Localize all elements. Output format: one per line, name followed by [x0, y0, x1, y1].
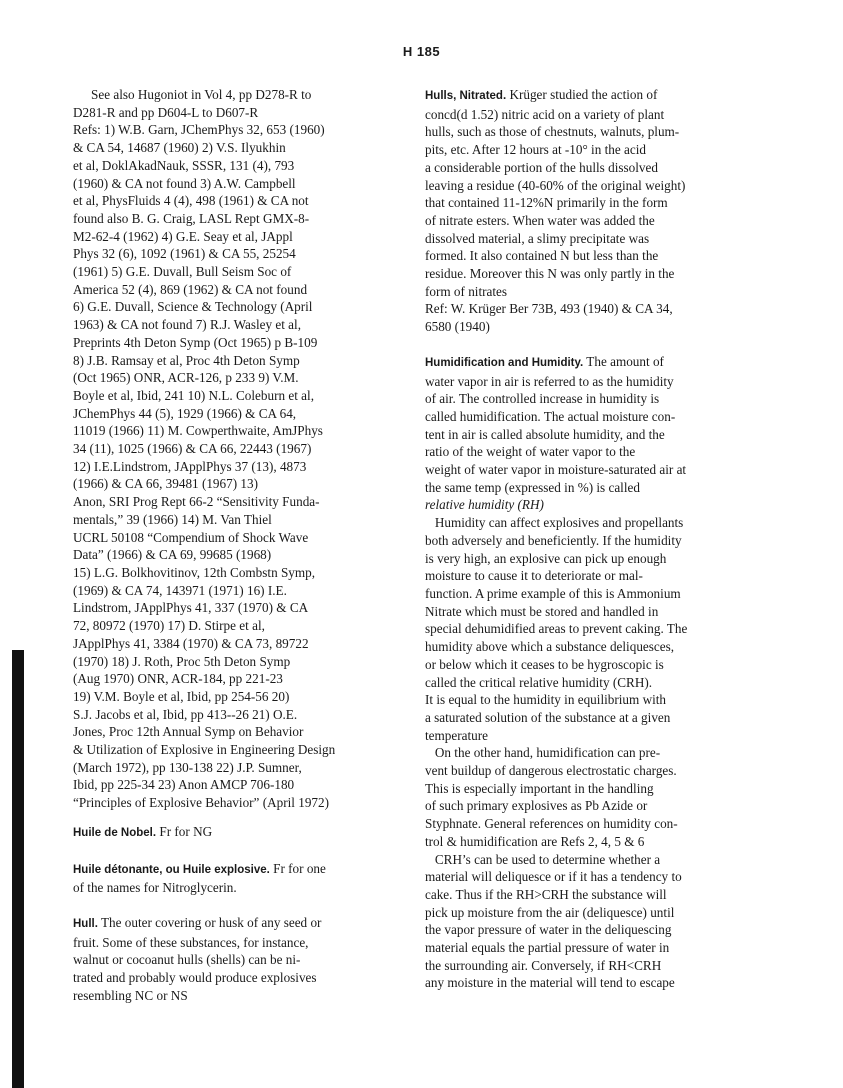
entry-text: Fr for one: [269, 860, 326, 876]
entry-text: a considerable portion of the hulls dissolved: [425, 159, 658, 175]
ref-line: 72, 80972 (1970) 17) D. Stirpe et al,: [73, 618, 265, 634]
ref-line: (1966) & CA 66, 39481 (1967) 13): [73, 476, 258, 492]
ref-line: 1963) & CA not found 7) R.J. Wasley et al,: [73, 317, 301, 333]
ref-line: Phys 32 (6), 1092 (1961) & CA 55, 25254: [73, 246, 296, 262]
entry-text: formed. It also contained N but less than the: [425, 248, 659, 264]
ref-line: Data” (1966) & CA 69, 99685 (1968): [73, 547, 272, 563]
entry-text: Styphnate. General references on humidity con-: [425, 816, 678, 832]
entry-text: resembling NC or NS: [73, 987, 188, 1003]
ref-line: 11019 (1966) 11) M. Cowperthwaite, AmJPhys: [73, 423, 323, 439]
ref-line: “Principles of Explosive Behavior” (April 1972): [73, 795, 329, 811]
entry-text: Fr for NG: [159, 823, 213, 839]
entry-text: relative humidity (RH): [425, 497, 544, 513]
entry-text: The outer covering or husk of any seed or: [97, 914, 322, 930]
entry-text: material equals the partial pressure of water in: [425, 940, 670, 956]
entry-text: or below which it ceases to be hygroscopic is: [425, 656, 664, 672]
ref-line: Preprints 4th Deton Symp (Oct 1965) p B-109: [73, 334, 318, 350]
entry-text: called the critical relative humidity (CRH).: [425, 674, 653, 690]
entry-text: Krüger studied the action of: [506, 87, 658, 102]
ref-line: M2-62-4 (1962) 4) G.E. Seay et al, JAppl: [73, 228, 293, 244]
entry-heading: Hull.: [73, 917, 98, 930]
ref-line: JChemPhys 44 (5), 1929 (1966) & CA 64,: [73, 405, 297, 421]
ref-line: Lindstrom, JApplPhys 41, 337 (1970) & CA: [73, 600, 309, 616]
ref-line: (1969) & CA 74, 143971 (1971) 16) I.E.: [73, 582, 287, 598]
ref-line: & CA 54, 14687 (1960) 2) V.S. Ilyukhin: [73, 140, 286, 156]
entry-hull: [73, 914, 395, 1005]
entry-text: trol & humidification are Refs 2, 4, 5 & 6: [425, 833, 645, 849]
entry-text: any moisture in the material will tend to escape: [425, 975, 675, 991]
ref-line: & Utilization of Explosive in Engineering Design: [73, 742, 336, 758]
ref-line: 19) V.M. Boyle et al, Ibid, pp 254-56 20): [73, 688, 290, 704]
entry-text: material will deliquesce or if it has a tendency to: [425, 869, 682, 885]
entry-text: walnut or cocoanut hulls (shells) can be ni-: [73, 952, 301, 968]
entry-text: the vapor pressure of water in the deliquescing: [425, 922, 672, 938]
ref-line: mentals,” 39 (1966) 14) M. Van Thiel: [73, 511, 272, 527]
ref-line: Refs: 1) W.B. Garn, JChemPhys 32, 653 (1960): [73, 122, 325, 138]
entry-text: trated and probably would produce explosives: [73, 970, 317, 986]
ref-line: Ibid, pp 225-34 23) Anon AMCP 706-180: [73, 777, 295, 793]
ref-line: (Aug 1970) ONR, ACR-184, pp 221-23: [73, 671, 283, 687]
entry-text: On the other hand, humidification can pre-: [425, 745, 661, 761]
ref-line: 12) I.E.Lindstrom, JApplPhys 37 (13), 4873: [73, 458, 307, 474]
scan-edge-bar: [12, 650, 24, 1088]
entry-text: function. A prime example of this is Ammonium: [425, 585, 681, 601]
ref-line: found also B. G. Craig, LASL Rept GMX-8-: [73, 210, 310, 226]
entry-text: the same temp (expressed in %) is called: [425, 479, 640, 495]
ref-line: JApplPhys 41, 3384 (1970) & CA 73, 89722: [73, 635, 309, 651]
ref-line: (1970) 18) J. Roth, Proc 5th Deton Symp: [73, 653, 291, 669]
entry-text: vent buildup of dangerous electrostatic charges.: [425, 763, 677, 779]
entry-text: ratio of the weight of water vapor to the: [425, 444, 636, 460]
entry-text: dissolved material, a slimy precipitate was: [425, 230, 650, 246]
entry-text: that contained 11-12%N primarily in the form: [425, 195, 668, 211]
ref-line: (March 1972), pp 130-138 22) J.P. Sumner,: [73, 759, 302, 775]
entry-text: pits, etc. After 12 hours at -10° in the acid: [425, 142, 646, 158]
entry-text: form of nitrates: [425, 283, 508, 299]
entry-text: The amount of: [583, 353, 664, 369]
entry-text: humidity above which a substance deliquesces,: [425, 639, 675, 655]
page-header: H 185: [402, 44, 441, 59]
ref-line: See also Hugoniot in Vol 4, pp D278-R to: [91, 87, 312, 102]
entry-text: moisture to cause it to deteriorate or mal-: [425, 568, 643, 584]
entry-text: temperature: [425, 727, 488, 743]
ref-line: 8) J.B. Ramsay et al, Proc 4th Deton Symp: [73, 352, 300, 368]
entry-text: of air. The controlled increase in humidity is: [425, 391, 660, 407]
ref-line: Boyle et al, Ibid, 241 10) N.L. Coleburn et al,: [73, 387, 314, 403]
ref-line: 15) L.G. Bolkhovitinov, 12th Combstn Symp,: [73, 564, 316, 580]
entry-text: Nitrate which must be stored and handled in: [425, 603, 659, 619]
ref-line: D281-R and pp D604-L to D607-R: [73, 104, 259, 120]
entry-heading: Hulls, Nitrated.: [425, 90, 507, 102]
entry-huile-de-nobel: [73, 823, 395, 843]
ref-line: 6) G.E. Duvall, Science & Technology (April: [73, 299, 313, 315]
ref-line: Anon, SRI Prog Rept 66-2 “Sensitivity Funda-: [73, 494, 320, 510]
entry-text: of the names for Nitroglycerin.: [73, 880, 237, 896]
entry-text: special dehumidified areas to prevent caking. The: [425, 621, 688, 637]
ref-line: Jones, Proc 12th Annual Symp on Behavior: [73, 724, 304, 740]
entry-text: water vapor in air is referred to as the humidity: [425, 373, 674, 389]
entry-text: the surrounding air. Conversely, if RH<CRH: [425, 957, 662, 973]
entry-heading: Humidification and Humidity.: [425, 356, 584, 369]
entry-text: a saturated solution of the substance at a given: [425, 709, 671, 725]
entry-text: hulls, such as those of chestnuts, walnuts, plum-: [425, 124, 680, 140]
entry-text: Humidity can affect explosives and propellants: [425, 515, 684, 531]
entry-heading: Huile de Nobel.: [73, 826, 157, 839]
entry-text: This is especially important in the handling: [425, 780, 654, 796]
entry-text: CRH’s can be used to determine whether a: [425, 851, 661, 867]
ref-line: (1960) & CA not found 3) A.W. Campbell: [73, 175, 296, 191]
ref-line: S.J. Jacobs et al, Ibid, pp 413--26 21) O.E.: [73, 706, 298, 722]
ref-line: et al, PhysFluids 4 (4), 498 (1961) & CA not: [73, 193, 309, 209]
ref-line: (Oct 1965) ONR, ACR-126, p 233 9) V.M.: [73, 370, 299, 386]
ref-line: (1961) 5) G.E. Duvall, Bull Seism Soc of: [73, 264, 292, 280]
entry-text: leaving a residue (40-60% of the original weight): [425, 177, 686, 193]
entry-text: fruit. Some of these substances, for instance,: [73, 934, 309, 950]
entry-text: tent in air is called absolute humidity, and the: [425, 426, 665, 442]
entry-text: cake. Thus if the RH>CRH the substance will: [425, 886, 667, 902]
hugoniot-references: [73, 86, 395, 812]
entry-heading: Huile détonante, ou Huile explosive.: [73, 863, 270, 876]
ref-line: et al, DoklAkadNauk, SSSR, 131 (4), 793: [73, 157, 295, 173]
right-column: [425, 86, 747, 992]
entry-text: of nitrate esters. When water was added the: [425, 212, 655, 228]
ref-line: 34 (11), 1025 (1966) & CA 66, 22443 (1967): [73, 441, 312, 457]
entry-huile-detonante: [73, 860, 395, 897]
entry-text: weight of water vapor in moisture-saturated air at: [425, 462, 687, 478]
entry-humidification: [425, 353, 747, 992]
entry-reference: 6580 (1940): [425, 319, 490, 335]
entry-text: both adversely and beneficiently. If the humidity: [425, 532, 682, 548]
entry-text: residue. Moreover this N was only partly in the: [425, 266, 675, 282]
entry-text: pick up moisture from the air (deliquesce) until: [425, 904, 675, 920]
entry-text: of such primary explosives as Pb Azide or: [425, 798, 648, 814]
entry-text: concd(d 1.52) nitric acid on a variety of plant: [425, 106, 665, 122]
left-column: [73, 86, 395, 1004]
ref-line: America 52 (4), 869 (1962) & CA not found: [73, 281, 308, 297]
entry-reference: Ref: W. Krüger Ber 73B, 493 (1940) & CA 34,: [425, 301, 673, 317]
entry-text: called humidification. The actual moisture con-: [425, 408, 676, 424]
entry-hulls-nitrated: [425, 86, 747, 336]
entry-text: is very high, an explosive can pick up enough: [425, 550, 667, 566]
entry-text: It is equal to the humidity in equilibrium with: [425, 692, 667, 708]
ref-line: UCRL 50108 “Compendium of Shock Wave: [73, 529, 309, 545]
